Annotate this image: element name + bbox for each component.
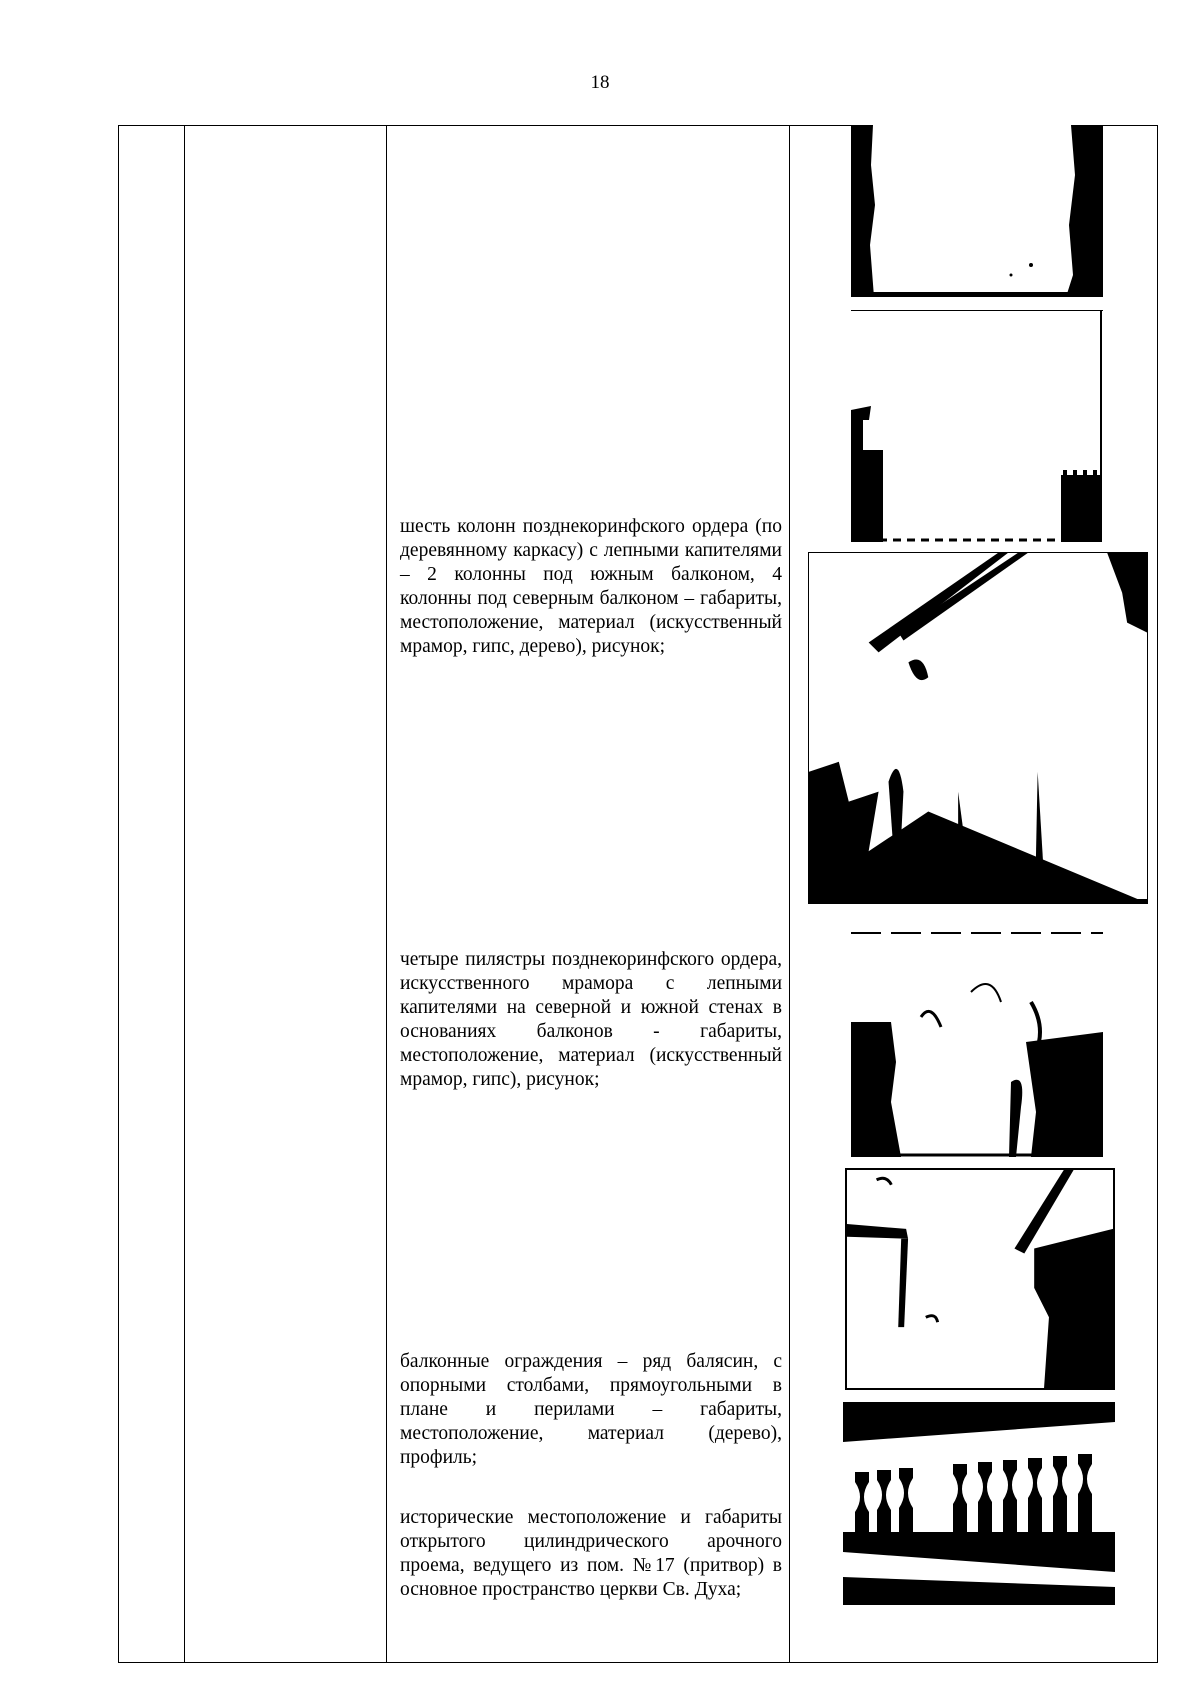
item-text-columns: шесть колонн позднекоринфского ордера (по деревянному каркасу) с лепными капителями – 2 колонны под южным балконом, 4 колонны под северным балконом – габариты, местоположение, материал (искусственный мрамор, гипс, дерево), рисунок; (400, 516, 782, 657)
photo-column-top (851, 125, 1103, 297)
column-divider-3 (789, 125, 790, 1663)
photo-column-base (851, 310, 1103, 542)
column-divider-1 (184, 125, 185, 1663)
photo-columns-under-balcony (808, 552, 1148, 904)
item-text-arch-opening: исторические местоположение и габариты открытого цилиндрического арочного проема, ведущего из пом. №17 (притвор) в основное пространство церкви Св. Духа; (400, 1507, 782, 1600)
photo-balusters (843, 1402, 1115, 1605)
photo-pilaster-capital (851, 932, 1103, 1157)
item-text-pilasters: четыре пилястры позднекоринфского ордера, искусственного мрамора с лепными капителями на северной и южной стенах в основаниях балконов - габариты, местоположение, материал (искусственный мрамор, гипс), рисунок; (400, 949, 782, 1090)
column-divider-2 (386, 125, 387, 1663)
photo-pilaster-balcony (845, 1168, 1115, 1390)
page-number: 18 (590, 72, 610, 93)
item-text-balcony-railings: балконные ограждения – ряд балясин, с опорными столбами, прямоугольными в плане и перилами – габариты, местоположение, материал (дерево), профиль; (400, 1351, 782, 1468)
